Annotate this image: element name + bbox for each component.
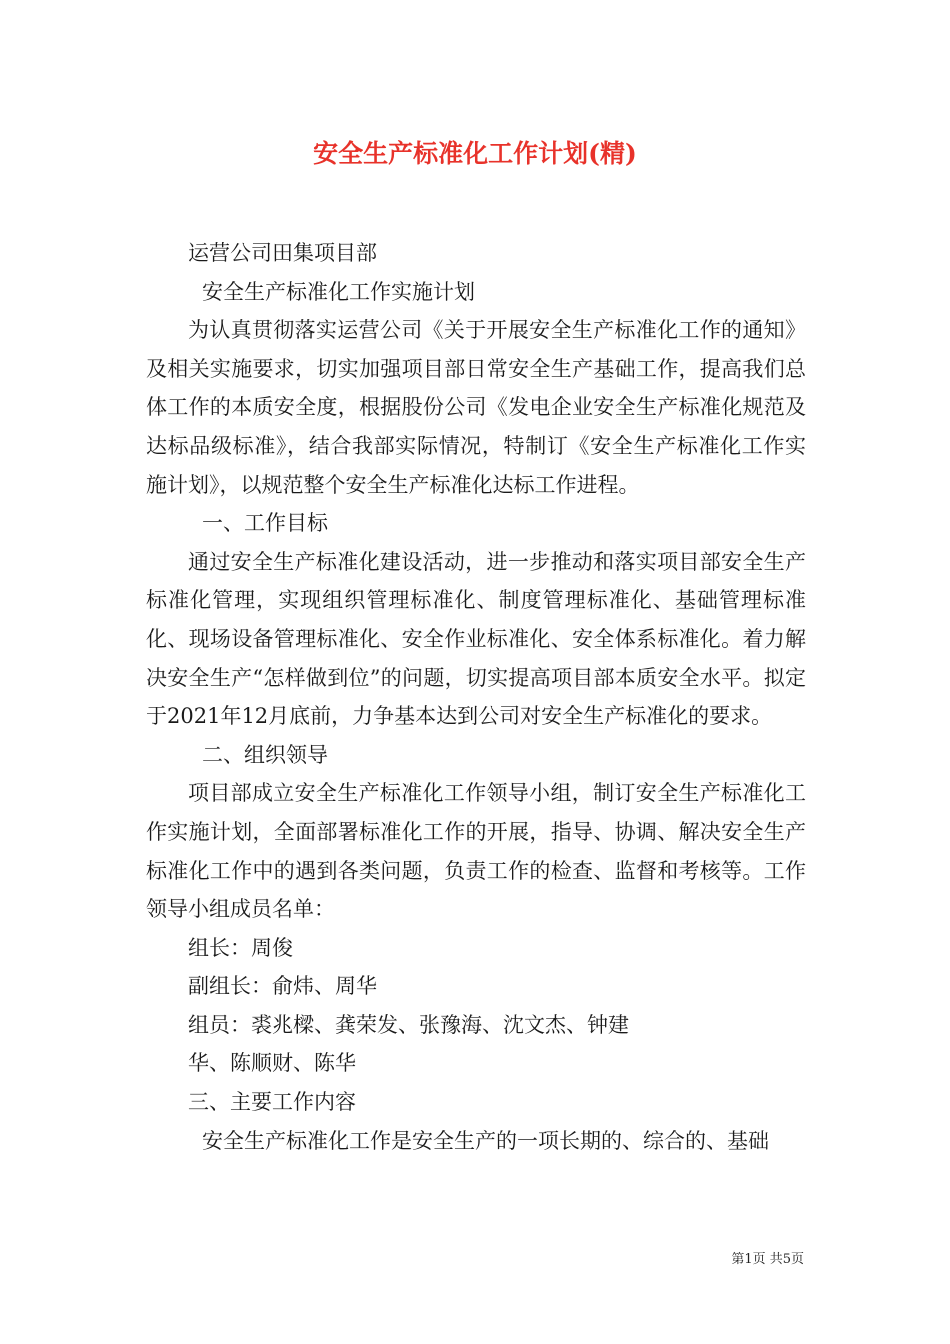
intro-paragraph: 为认真贯彻落实运营公司《关于开展安全生产标准化工作的通知》及相关实施要求，切实加强项目部日常安全生产基础工作，提高我们总体工作的本质安全度，根据股份公司《发电企业安全生产标准化规范及达标品级标准》，结合我部实际情况，特制订《安全生产标准化工作实施计划》，以规范整个安全生产标准化达标工作进程。: [146, 318, 806, 497]
section3-heading: 三、主要工作内容: [188, 1090, 356, 1115]
deputy-line: 副组长：俞炜、周华: [188, 974, 377, 999]
document-title: 安全生产标准化工作计划(精): [313, 139, 637, 168]
document-body: [146, 234, 806, 1160]
org-line: 运营公司田集项目部: [188, 241, 377, 265]
section1-paragraph: 通过安全生产标准化建设活动，进一步推动和落实项目部安全生产标准化管理，实现组织管理标准化、制度管理标准化、基础管理标准化、现场设备管理标准化、安全作业标准化、安全体系标准化。着力解决安全生产“怎样做到位”的问题，切实提高项目部本质安全水平。拟定于2021年12月底前，力争基本达到公司对安全生产标准化的要求。: [146, 549, 806, 729]
section2-heading: 二、组织领导: [202, 742, 328, 767]
members-line-1: 组员：裘兆樑、龚荣发、张豫海、沈文杰、钟建: [188, 1012, 629, 1037]
members-line-2: 华、陈顺财、陈华: [188, 1051, 356, 1076]
section3-paragraph: 安全生产标准化工作是安全生产的一项长期的、综合的、基础: [202, 1128, 769, 1153]
page-footer: 第1页 共5页: [731, 1252, 804, 1267]
leader-line: 组长：周俊: [188, 935, 293, 960]
section2-paragraph: 项目部成立安全生产标准化工作领导小组，制订安全生产标准化工作实施计划，全面部署标准化工作的开展，指导、协调、解决安全生产标准化工作中的遇到各类问题，负责工作的检查、监督和考核等。工作领导小组成员名单：: [146, 781, 806, 922]
section1-heading: 一、工作目标: [202, 511, 328, 536]
subtitle-line: 安全生产标准化工作实施计划: [202, 279, 475, 304]
